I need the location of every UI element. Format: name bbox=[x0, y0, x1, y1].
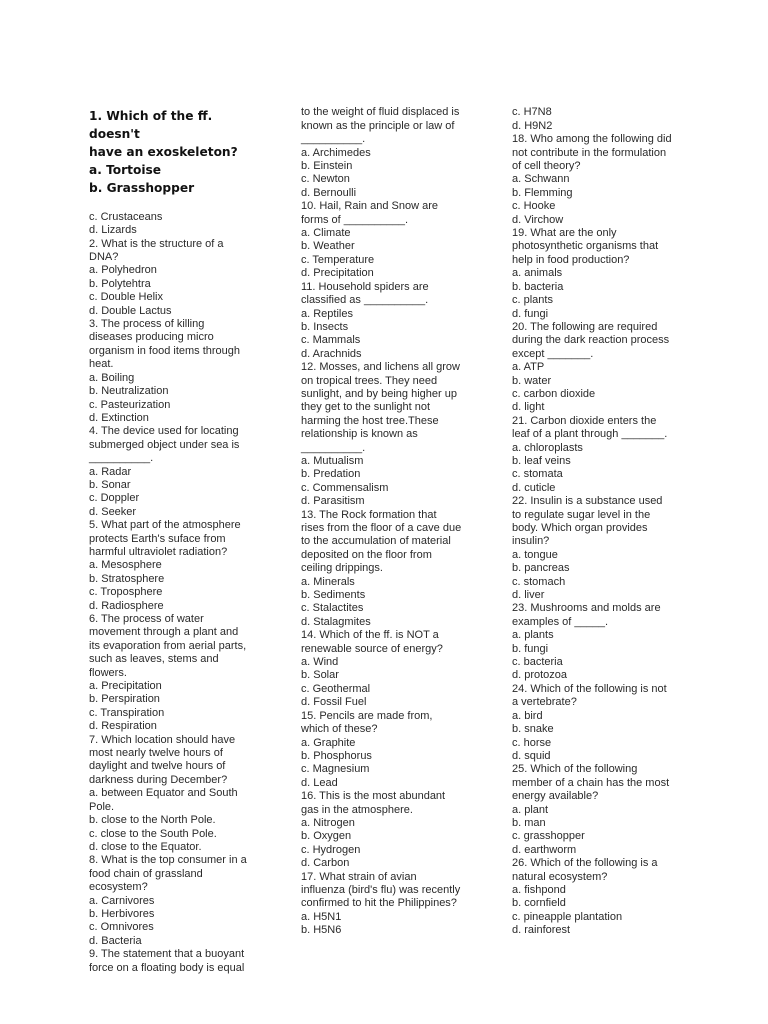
column-3 bbox=[512, 93, 687, 951]
column-3-text: c. H7N8 d. H9N2 18. Who among the following did not contribute in the formulation of cell theory? a. Schwann b. Flemming c. Hooke d. Virchow 19. What are the only photosynthetic organisms that help in food production? a. animals b. bacteria c. plants d. fungi 20. The following are required during the dark reaction process except _______. a. ATP b. water c. carbon dioxide d. light 21. Carbon dioxide enters the leaf of a plant through _______. a. chloroplasts b. leaf veins c. stomata d. cuticle 22. Insulin is a substance used to regulate sugar level in the body. Which organ provides insulin? a. tongue b. pancreas c. stomach d. liver 23. Mushrooms and molds are examples of _____. a. plants b. fungi c. bacteria d. protozoa 24. Which of the following is not a vertebrate? a. bird b. snake c. horse d. squid 25. Which of the following member of a chain has the most energy available? a. plant b. man c. grasshopper d. earthworm 26. Which of the following is a natural ecosystem? a. fishpond b. cornfield c. pineapple plantation d. rainforest bbox=[512, 106, 672, 937]
column-1 bbox=[89, 94, 261, 988]
column-2 bbox=[301, 93, 473, 951]
column-1-text: c. Crustaceans d. Lizards 2. What is the structure of a DNA? a. Polyhedron b. Polytehtra c. Double Helix d. Double Lactus 3. The process of killing diseases producing micro organism in food items through heat. a. Boiling b. Neutralization c. Pasteurization d. Extinction 4. The device used for locating submerged object under sea is __________. a. Radar b. Sonar c. Doppler d. Seeker 5. What part of the atmosphere protects Earth's suface from harmful ultraviolet radiation? a. Mesosphere b. Stratosphere c. Troposphere d. Radiosphere 6. The process of water movement through a plant and its evaporation from aerial parts, such as leaves, stems and flowers. a. Precipitation b. Perspiration c. Transpiration d. Respiration 7. Which location should have most nearly twelve hours of daylight and twelve hours of darkness during December? a. between Equator and South Pole. b. close to the North Pole. c. close to the South Pole. d. close to the Equator. 8. What is the top consumer in a food chain of grassland ecosystem? a. Carnivores b. Herbivores c. Omnivores d. Bacteria 9. The statement that a buoyant force on a floating body is equal bbox=[89, 210, 247, 974]
column-2-text: to the weight of fluid displaced is known as the principle or law of __________. a. Archimedes b. Einstein c. Newton d. Bernoulli 10. Hail, Rain and Snow are forms of __________. a. Climate b. Weather c. Temperature d. Precipitation 11. Household spiders are classified as __________. a. Reptiles b. Insects c. Mammals d. Arachnids 12. Mosses, and lichens all grow on tropical trees. They need sunlight, and by being higher up they get to the sunlight not harming the host tree.These relationship is known as __________. a. Mutualism b. Predation c. Commensalism d. Parasitism 13. The Rock formation that rises from the floor of a cave due to the accumulation of material deposited on the floor from ceiling drippings. a. Minerals b. Sediments c. Stalactites d. Stalagmites 14. Which of the ff. is NOT a renewable source of energy? a. Wind b. Solar c. Geothermal d. Fossil Fuel 15. Pencils are made from, which of these? a. Graphite b. Phosphorus c. Magnesium d. Lead 16. This is the most abundant gas in the atmosphere. a. Nitrogen b. Oxygen c. Hydrogen d. Carbon 17. What strain of avian influenza (bird's flu) was recently confirmed to hit the Philippines? a. H5N1 b. H5N6 bbox=[301, 106, 462, 937]
question-1-heading: 1. Which of the ff. doesn't have an exoskeleton? a. Tortoise b. Grasshopper bbox=[89, 109, 238, 196]
